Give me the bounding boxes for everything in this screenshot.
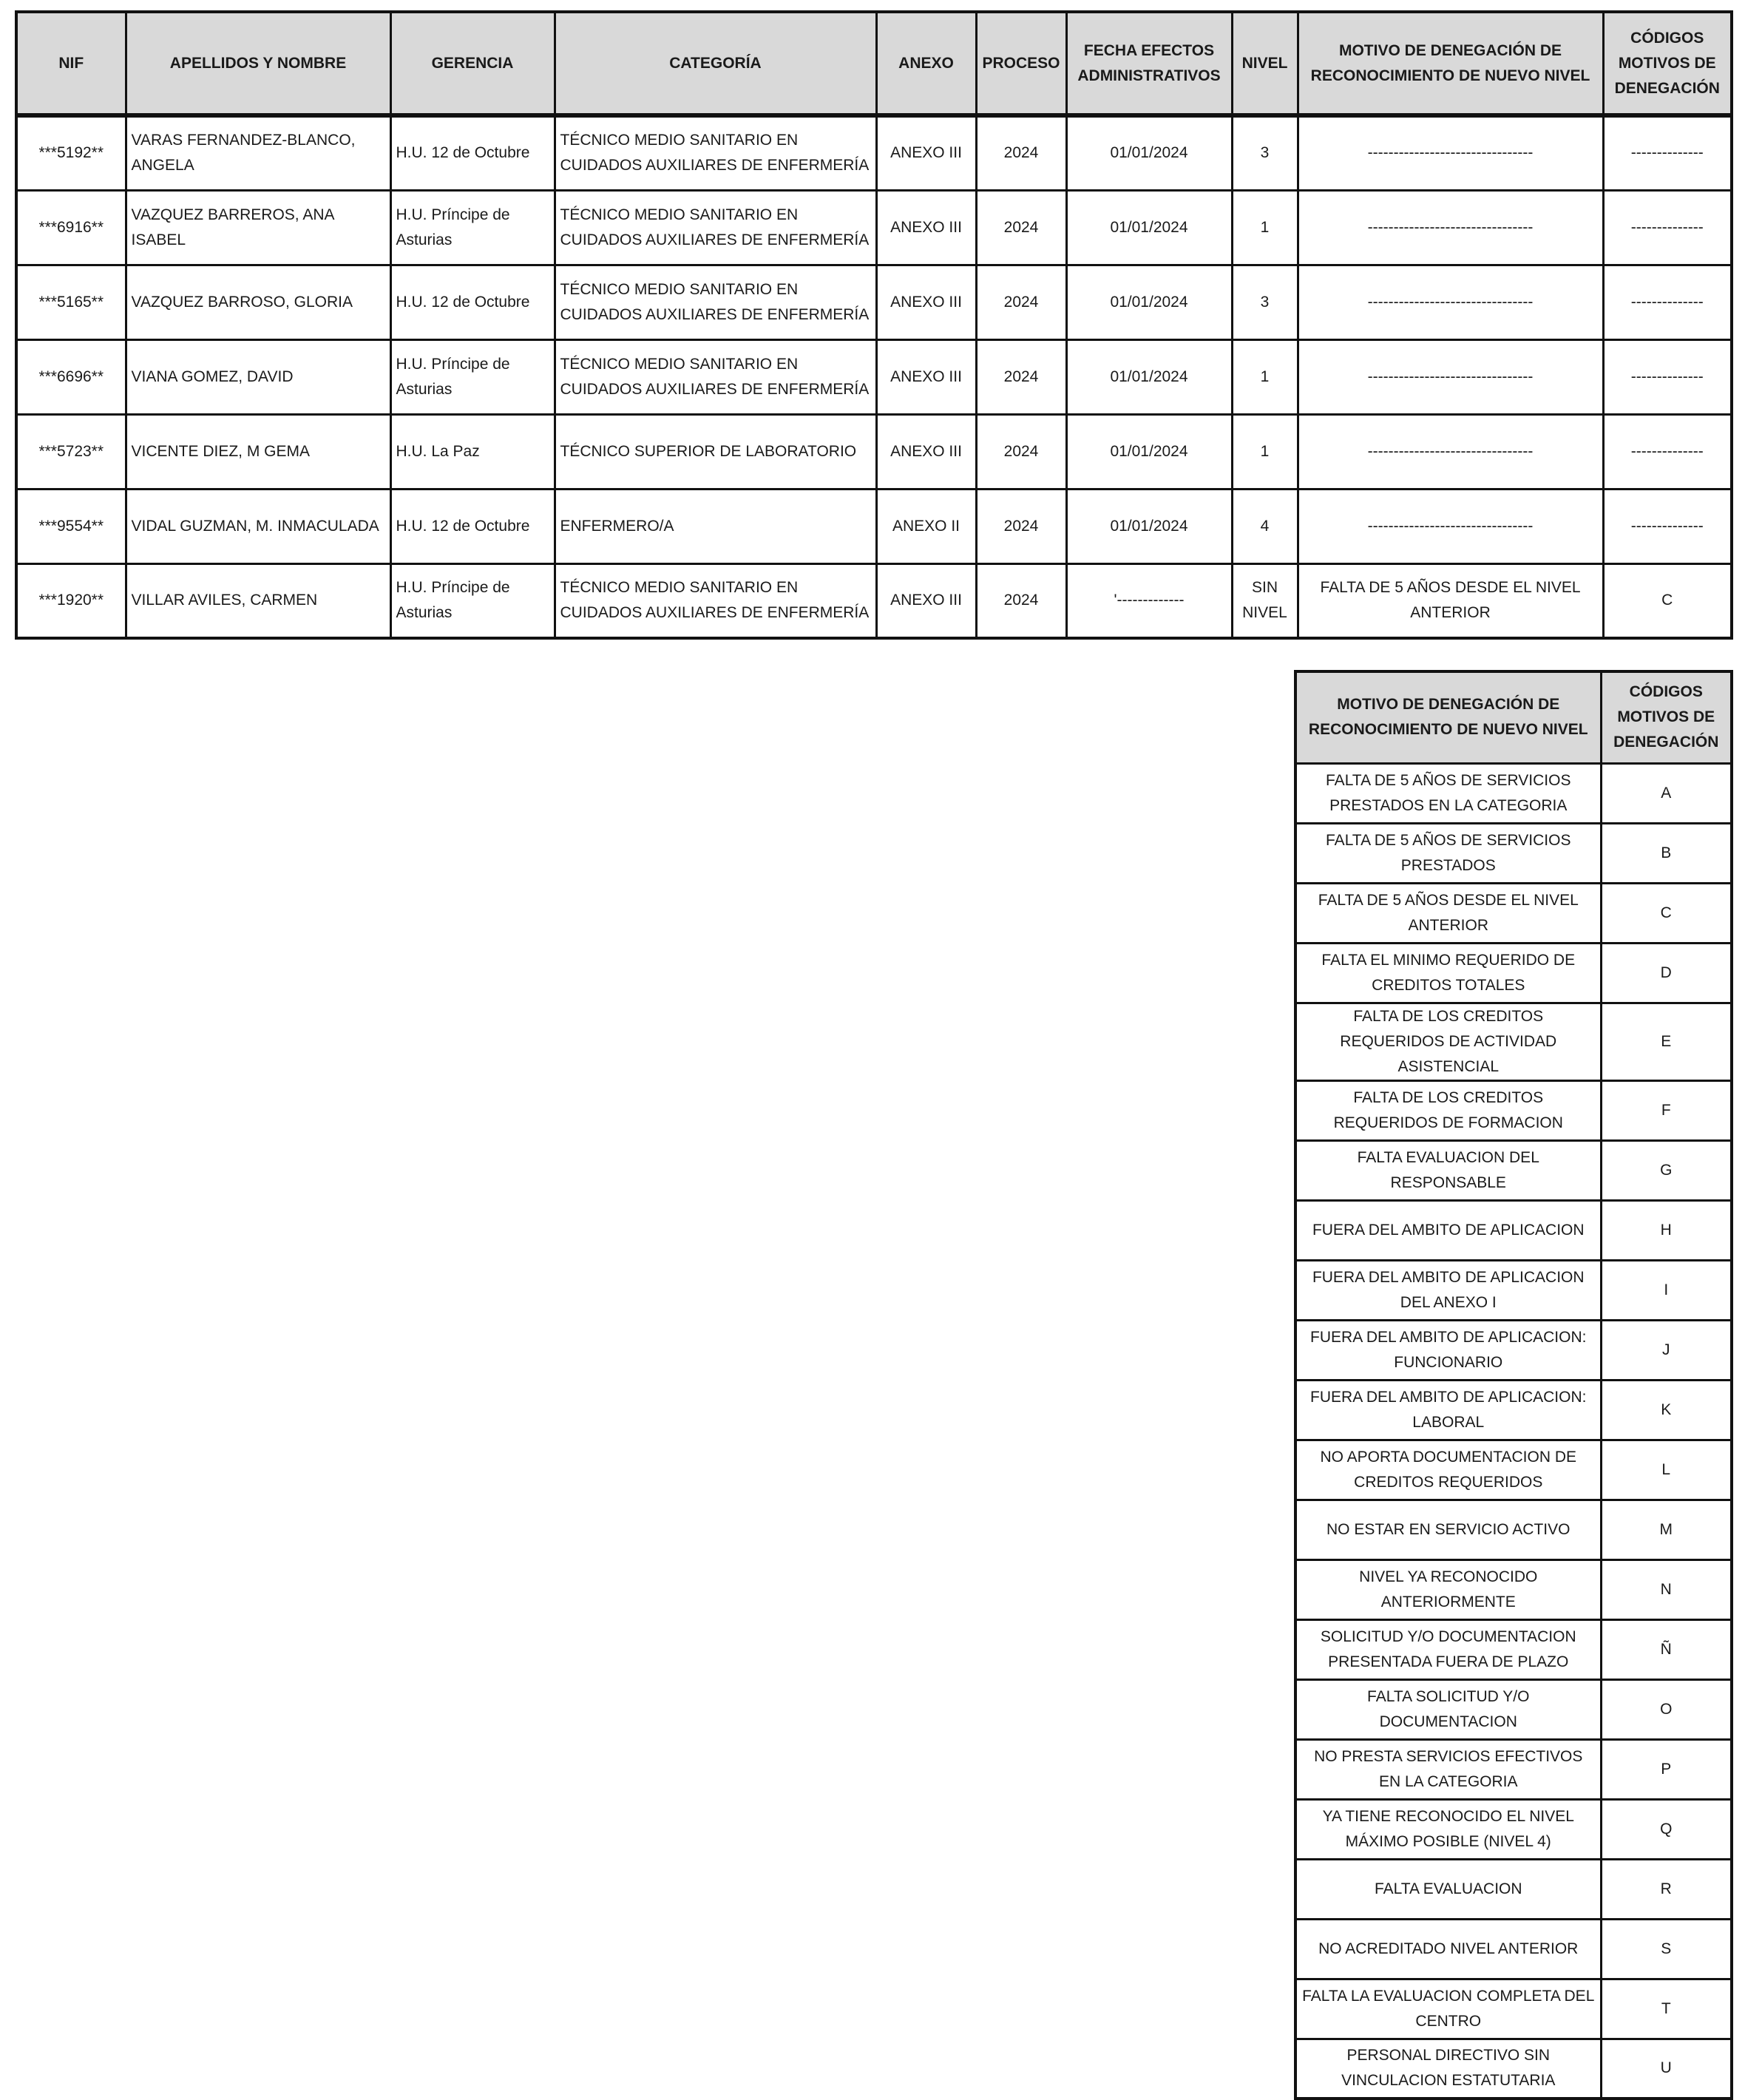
cell-gerencia: H.U. Príncipe de Asturias: [390, 339, 555, 414]
legend-cell-codigo: B: [1601, 823, 1732, 883]
cell-gerencia: H.U. 12 de Octubre: [390, 489, 555, 563]
legend-row: [1295, 1500, 1732, 1559]
legend-cell-motivo: FALTA DE LOS CREDITOS REQUERIDOS DE ACTIVIDAD ASISTENCIAL: [1295, 1003, 1601, 1080]
legend-cell-motivo: FALTA LA EVALUACION COMPLETA DEL CENTRO: [1295, 1979, 1601, 2039]
legend-cell-motivo: FALTA DE 5 AÑOS DE SERVICIOS PRESTADOS: [1295, 823, 1601, 883]
denial-codes-legend: [1294, 670, 1733, 2100]
cell-categoria: TÉCNICO MEDIO SANITARIO EN CUIDADOS AUXILIARES DE ENFERMERÍA: [555, 339, 876, 414]
legend-cell-codigo: J: [1601, 1320, 1732, 1380]
legend-cell-codigo: U: [1601, 2039, 1732, 2099]
legend-row: [1295, 1799, 1732, 1859]
legend-row: [1295, 1200, 1732, 1260]
header-nombre: APELLIDOS Y NOMBRE: [126, 12, 390, 115]
legend-cell-motivo: FALTA SOLICITUD Y/O DOCUMENTACION: [1295, 1679, 1601, 1739]
cell-gerencia: H.U. Príncipe de Asturias: [390, 190, 555, 265]
legend-row: [1295, 2039, 1732, 2099]
cell-nivel: 1: [1232, 414, 1298, 489]
cell-anexo: ANEXO III: [876, 190, 976, 265]
legend-cell-codigo: P: [1601, 1739, 1732, 1799]
legend-row: [1295, 1919, 1732, 1979]
legend-cell-codigo: F: [1601, 1080, 1732, 1140]
legend-cell-codigo: D: [1601, 943, 1732, 1003]
legend-cell-codigo: E: [1601, 1003, 1732, 1080]
cell-nivel: SIN NIVEL: [1232, 563, 1298, 638]
legend-cell-motivo: FALTA EVALUACION: [1295, 1859, 1601, 1919]
cell-proceso: 2024: [976, 563, 1066, 638]
legend-cell-codigo: O: [1601, 1679, 1732, 1739]
legend-cell-codigo: L: [1601, 1440, 1732, 1500]
cell-fecha: 01/01/2024: [1066, 265, 1232, 339]
cell-fecha: 01/01/2024: [1066, 414, 1232, 489]
legend-cell-codigo: H: [1601, 1200, 1732, 1260]
cell-proceso: 2024: [976, 190, 1066, 265]
cell-codigo: --------------: [1603, 115, 1732, 190]
legend-cell-motivo: FUERA DEL AMBITO DE APLICACION DEL ANEXO I: [1295, 1260, 1601, 1320]
cell-nombre: VIDAL GUZMAN, M. INMACULADA: [126, 489, 390, 563]
cell-nombre: VIANA GOMEZ, DAVID: [126, 339, 390, 414]
cell-anexo: ANEXO III: [876, 339, 976, 414]
cell-categoria: TÉCNICO MEDIO SANITARIO EN CUIDADOS AUXILIARES DE ENFERMERÍA: [555, 563, 876, 638]
cell-nivel: 1: [1232, 190, 1298, 265]
header-nivel: NIVEL: [1232, 12, 1298, 115]
cell-gerencia: H.U. 12 de Octubre: [390, 115, 555, 190]
legend-cell-motivo: FALTA EL MINIMO REQUERIDO DE CREDITOS TOTALES: [1295, 943, 1601, 1003]
cell-categoria: TÉCNICO MEDIO SANITARIO EN CUIDADOS AUXILIARES DE ENFERMERÍA: [555, 115, 876, 190]
cell-nif: ***6696**: [16, 339, 126, 414]
cell-codigo: --------------: [1603, 489, 1732, 563]
legend-cell-motivo: SOLICITUD Y/O DOCUMENTACION PRESENTADA FUERA DE PLAZO: [1295, 1619, 1601, 1679]
legend-header-motivo: MOTIVO DE DENEGACIÓN DE RECONOCIMIENTO DE NUEVO NIVEL: [1295, 671, 1601, 763]
cell-categoria: TÉCNICO SUPERIOR DE LABORATORIO: [555, 414, 876, 489]
header-motivo: MOTIVO DE DENEGACIÓN DE RECONOCIMIENTO DE NUEVO NIVEL: [1298, 12, 1603, 115]
cell-proceso: 2024: [976, 339, 1066, 414]
legend-cell-motivo: FUERA DEL AMBITO DE APLICACION: FUNCIONARIO: [1295, 1320, 1601, 1380]
cell-motivo: --------------------------------: [1298, 489, 1603, 563]
legend-row: [1295, 1679, 1732, 1739]
cell-nif: ***5165**: [16, 265, 126, 339]
header-anexo: ANEXO: [876, 12, 976, 115]
cell-fecha: 01/01/2024: [1066, 190, 1232, 265]
legend-row: [1295, 1559, 1732, 1619]
legend-cell-codigo: C: [1601, 883, 1732, 943]
cell-categoria: TÉCNICO MEDIO SANITARIO EN CUIDADOS AUXILIARES DE ENFERMERÍA: [555, 190, 876, 265]
legend-cell-codigo: G: [1601, 1140, 1732, 1200]
cell-proceso: 2024: [976, 115, 1066, 190]
legend-cell-codigo: S: [1601, 1919, 1732, 1979]
legend-cell-codigo: R: [1601, 1859, 1732, 1919]
legend-header-codigos: CÓDIGOS MOTIVOS DE DENEGACIÓN: [1601, 671, 1732, 763]
legend-header-row: [1295, 671, 1732, 763]
legend-cell-motivo: FUERA DEL AMBITO DE APLICACION: [1295, 1200, 1601, 1260]
table-row: [16, 563, 1732, 638]
legend-cell-codigo: Ñ: [1601, 1619, 1732, 1679]
cell-categoria: TÉCNICO MEDIO SANITARIO EN CUIDADOS AUXILIARES DE ENFERMERÍA: [555, 265, 876, 339]
cell-anexo: ANEXO III: [876, 414, 976, 489]
cell-proceso: 2024: [976, 489, 1066, 563]
legend-row: [1295, 1380, 1732, 1440]
cell-codigo: --------------: [1603, 265, 1732, 339]
cell-proceso: 2024: [976, 414, 1066, 489]
cell-nombre: VILLAR AVILES, CARMEN: [126, 563, 390, 638]
legend-row: [1295, 1739, 1732, 1799]
cell-nif: ***1920**: [16, 563, 126, 638]
cell-codigo: --------------: [1603, 190, 1732, 265]
cell-nivel: 4: [1232, 489, 1298, 563]
legend-row: [1295, 1859, 1732, 1919]
legend-cell-motivo: FALTA DE LOS CREDITOS REQUERIDOS DE FORMACION: [1295, 1080, 1601, 1140]
legend-cell-motivo: NO ESTAR EN SERVICIO ACTIVO: [1295, 1500, 1601, 1559]
cell-nivel: 3: [1232, 265, 1298, 339]
legend-cell-motivo: FALTA EVALUACION DEL RESPONSABLE: [1295, 1140, 1601, 1200]
table-row: [16, 115, 1732, 190]
cell-codigo: --------------: [1603, 339, 1732, 414]
legend-row: [1295, 943, 1732, 1003]
cell-motivo: --------------------------------: [1298, 339, 1603, 414]
header-categoria: CATEGORÍA: [555, 12, 876, 115]
legend-cell-motivo: NO APORTA DOCUMENTACION DE CREDITOS REQUERIDOS: [1295, 1440, 1601, 1500]
table-row: [16, 190, 1732, 265]
legend-row: [1295, 1619, 1732, 1679]
cell-fecha: 01/01/2024: [1066, 115, 1232, 190]
legend-row: [1295, 1003, 1732, 1080]
legend-cell-motivo: NO ACREDITADO NIVEL ANTERIOR: [1295, 1919, 1601, 1979]
legend-row: [1295, 823, 1732, 883]
cell-anexo: ANEXO II: [876, 489, 976, 563]
cell-anexo: ANEXO III: [876, 115, 976, 190]
cell-gerencia: H.U. Príncipe de Asturias: [390, 563, 555, 638]
cell-gerencia: H.U. 12 de Octubre: [390, 265, 555, 339]
table-row: [16, 489, 1732, 563]
legend-cell-codigo: K: [1601, 1380, 1732, 1440]
table-row: [16, 339, 1732, 414]
legend-row: [1295, 1080, 1732, 1140]
personnel-table: [15, 10, 1733, 640]
header-fecha: FECHA EFECTOS ADMINISTRATIVOS: [1066, 12, 1232, 115]
cell-motivo: --------------------------------: [1298, 190, 1603, 265]
cell-fecha: '-------------: [1066, 563, 1232, 638]
cell-nif: ***6916**: [16, 190, 126, 265]
header-codigos: CÓDIGOS MOTIVOS DE DENEGACIÓN: [1603, 12, 1732, 115]
cell-categoria: ENFERMERO/A: [555, 489, 876, 563]
cell-fecha: 01/01/2024: [1066, 489, 1232, 563]
cell-nombre: VARAS FERNANDEZ-BLANCO, ANGELA: [126, 115, 390, 190]
cell-nombre: VAZQUEZ BARREROS, ANA ISABEL: [126, 190, 390, 265]
legend-cell-codigo: Q: [1601, 1799, 1732, 1859]
cell-gerencia: H.U. La Paz: [390, 414, 555, 489]
cell-motivo: FALTA DE 5 AÑOS DESDE EL NIVEL ANTERIOR: [1298, 563, 1603, 638]
cell-codigo: --------------: [1603, 414, 1732, 489]
legend-cell-motivo: NIVEL YA RECONOCIDO ANTERIORMENTE: [1295, 1559, 1601, 1619]
cell-motivo: --------------------------------: [1298, 265, 1603, 339]
legend-row: [1295, 1320, 1732, 1380]
cell-motivo: --------------------------------: [1298, 414, 1603, 489]
legend-cell-codigo: M: [1601, 1500, 1732, 1559]
cell-nivel: 3: [1232, 115, 1298, 190]
table-row: [16, 414, 1732, 489]
cell-nif: ***9554**: [16, 489, 126, 563]
header-nif: NIF: [16, 12, 126, 115]
cell-motivo: --------------------------------: [1298, 115, 1603, 190]
legend-row: [1295, 1140, 1732, 1200]
cell-nif: ***5723**: [16, 414, 126, 489]
legend-row: [1295, 1440, 1732, 1500]
cell-codigo: C: [1603, 563, 1732, 638]
legend-cell-motivo: FALTA DE 5 AÑOS DE SERVICIOS PRESTADOS EN LA CATEGORIA: [1295, 763, 1601, 823]
cell-proceso: 2024: [976, 265, 1066, 339]
legend-cell-codigo: I: [1601, 1260, 1732, 1320]
header-proceso: PROCESO: [976, 12, 1066, 115]
legend-cell-codigo: A: [1601, 763, 1732, 823]
legend-row: [1295, 1260, 1732, 1320]
table-row: [16, 265, 1732, 339]
cell-nombre: VAZQUEZ BARROSO, GLORIA: [126, 265, 390, 339]
cell-nivel: 1: [1232, 339, 1298, 414]
legend-cell-motivo: NO PRESTA SERVICIOS EFECTIVOS EN LA CATEGORIA: [1295, 1739, 1601, 1799]
cell-anexo: ANEXO III: [876, 563, 976, 638]
legend-cell-motivo: YA TIENE RECONOCIDO EL NIVEL MÁXIMO POSIBLE (NIVEL 4): [1295, 1799, 1601, 1859]
cell-anexo: ANEXO III: [876, 265, 976, 339]
header-row: [16, 12, 1732, 115]
cell-nombre: VICENTE DIEZ, M GEMA: [126, 414, 390, 489]
header-gerencia: GERENCIA: [390, 12, 555, 115]
legend-cell-codigo: T: [1601, 1979, 1732, 2039]
legend-row: [1295, 1979, 1732, 2039]
legend-cell-motivo: PERSONAL DIRECTIVO SIN VINCULACION ESTATUTARIA: [1295, 2039, 1601, 2099]
cell-nif: ***5192**: [16, 115, 126, 190]
legend-row: [1295, 883, 1732, 943]
legend-cell-motivo: FALTA DE 5 AÑOS DESDE EL NIVEL ANTERIOR: [1295, 883, 1601, 943]
legend-cell-motivo: FUERA DEL AMBITO DE APLICACION: LABORAL: [1295, 1380, 1601, 1440]
cell-fecha: 01/01/2024: [1066, 339, 1232, 414]
legend-row: [1295, 763, 1732, 823]
legend-cell-codigo: N: [1601, 1559, 1732, 1619]
